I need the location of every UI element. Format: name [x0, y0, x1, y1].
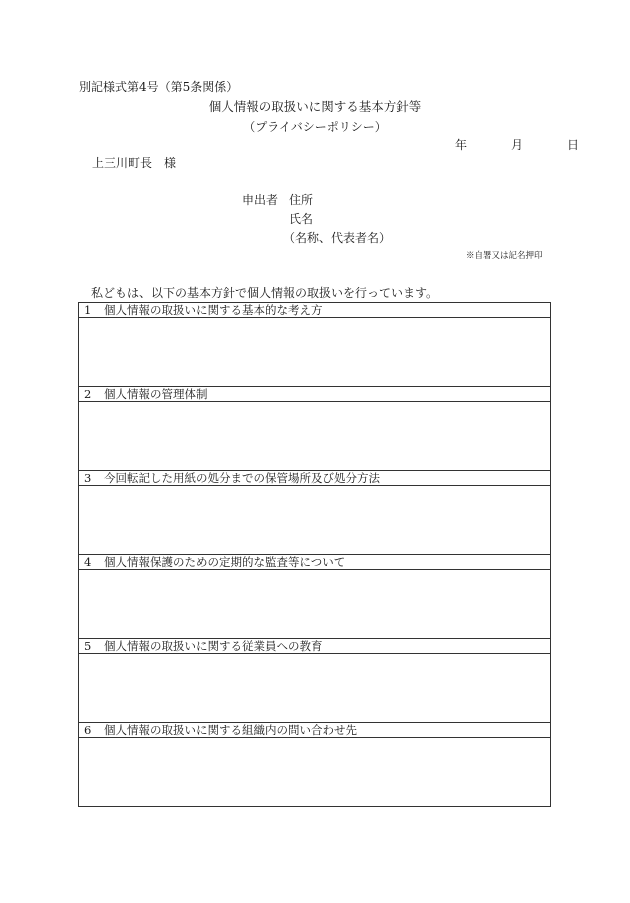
section-number: 5	[84, 639, 92, 653]
policy-section-4	[79, 554, 550, 638]
section-answer-area[interactable]	[79, 402, 550, 470]
name-label: 氏名	[289, 212, 314, 226]
addressee: 上三川町長 様	[92, 156, 177, 170]
section-heading-text: 個人情報の取扱いに関する従業員への教育	[104, 639, 323, 653]
intro-text: 私どもは、以下の基本方針で個人情報の取扱いを行っています。	[91, 286, 439, 300]
section-number: 4	[84, 555, 92, 569]
section-answer-area[interactable]	[79, 738, 550, 806]
section-number: 1	[84, 303, 92, 317]
policy-section-6	[79, 722, 550, 806]
policy-section-3	[79, 470, 550, 554]
policy-section-1	[79, 303, 550, 386]
section-heading-text: 個人情報の管理体制	[104, 387, 208, 401]
section-heading-text: 個人情報の取扱いに関する組織内の問い合わせ先	[104, 723, 357, 737]
section-heading	[79, 303, 550, 318]
policy-sections-table	[78, 302, 551, 807]
section-answer-area[interactable]	[79, 570, 550, 638]
name-note: （名称、代表者名）	[283, 231, 392, 245]
section-number: 3	[84, 471, 92, 485]
address-label: 住所	[289, 193, 314, 207]
page-subtitle: （プライバシーポリシー）	[243, 120, 387, 134]
section-answer-area[interactable]	[79, 318, 550, 386]
policy-section-5	[79, 638, 550, 722]
applicant-label: 申出者	[242, 193, 279, 207]
section-number: 6	[84, 723, 92, 737]
date-line	[455, 139, 579, 151]
form-number: 別記様式第4号（第5条関係）	[79, 80, 239, 94]
section-heading	[79, 387, 550, 402]
section-heading	[79, 723, 550, 738]
section-heading-text: 個人情報の取扱いに関する基本的な考え方	[104, 303, 323, 317]
page-title: 個人情報の取扱いに関する基本方針等	[208, 99, 422, 114]
seal-note: ※自署又は記名押印	[466, 251, 543, 261]
section-answer-area[interactable]	[79, 654, 550, 722]
section-heading-text: 個人情報保護のための定期的な監査等について	[104, 555, 346, 569]
section-heading	[79, 471, 550, 486]
policy-section-2	[79, 386, 550, 470]
section-heading-text: 今回転記した用紙の処分までの保管場所及び処分方法	[104, 471, 380, 485]
section-number: 2	[84, 387, 92, 401]
date-year-label: 年	[455, 138, 468, 152]
date-month-label: 月	[511, 138, 524, 152]
date-day-label: 日	[567, 138, 580, 152]
section-heading	[79, 555, 550, 570]
section-heading	[79, 639, 550, 654]
section-answer-area[interactable]	[79, 486, 550, 554]
